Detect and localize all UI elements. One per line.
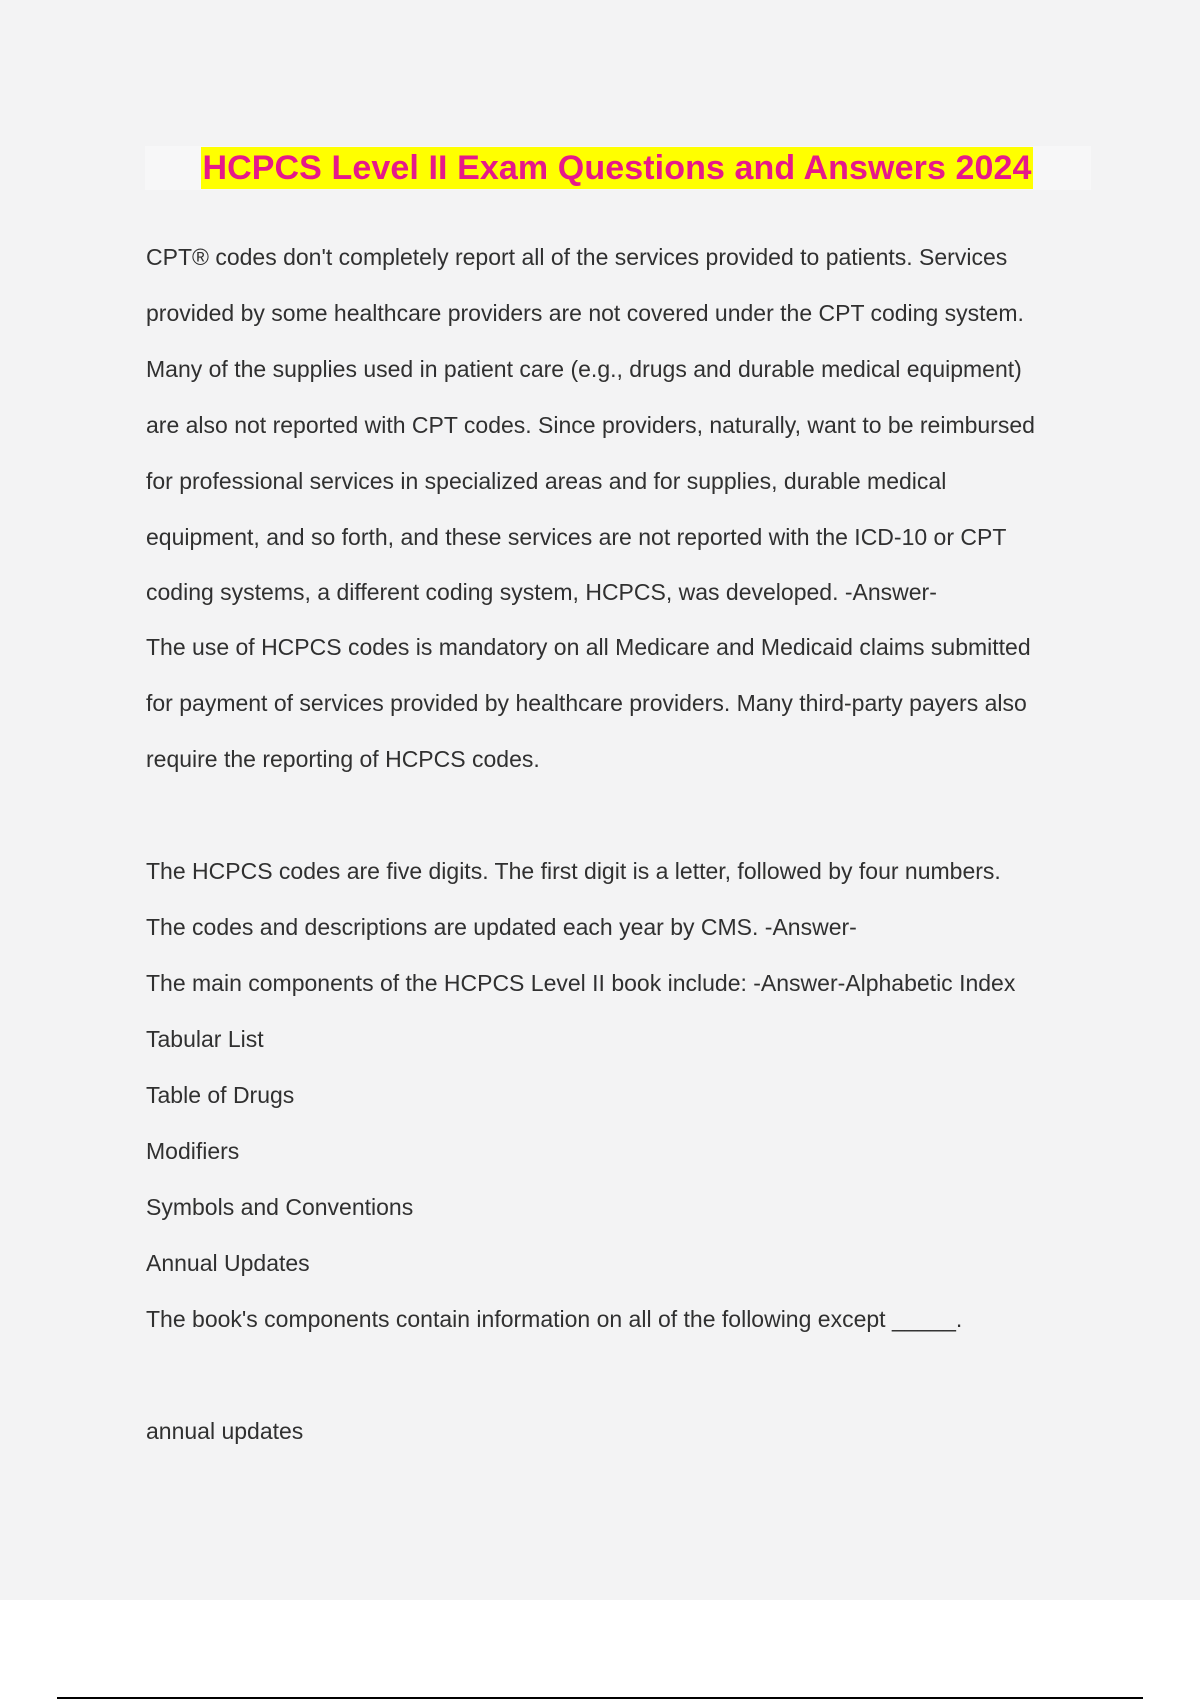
text-line: for professional services in specialized areas and for supplies, durable medical: [146, 468, 947, 494]
text-line: for payment of services provided by healthcare providers. Many third-party payers also: [146, 690, 1027, 716]
paragraph-gap: [146, 1347, 1086, 1403]
text-line: coding systems, a different coding system, HCPCS, was developed. -Answer-: [146, 579, 937, 605]
title-highlight: HCPCS Level II Exam Questions and Answers 2024: [202, 149, 1032, 187]
text-line: require the reporting of HCPCS codes.: [146, 746, 540, 772]
document-title: [0, 147, 1200, 189]
list-item: Tabular List: [146, 1026, 264, 1052]
document-body: [146, 229, 1086, 1459]
text-line: provided by some healthcare providers are not covered under the CPT coding system.: [146, 300, 1024, 326]
answer-line: annual updates: [146, 1418, 304, 1444]
footer-rule: [57, 1697, 1143, 1699]
list-item: Table of Drugs: [146, 1082, 295, 1108]
question-line: The book's components contain information on all of the following except _____.: [146, 1306, 963, 1332]
list-item: Modifiers: [146, 1138, 240, 1164]
list-item: Annual Updates: [146, 1250, 310, 1276]
list-item: Symbols and Conventions: [146, 1194, 414, 1220]
text-line: The use of HCPCS codes is mandatory on all Medicare and Medicaid claims submitted: [146, 634, 1031, 660]
text-line: equipment, and so forth, and these services are not reported with the ICD-10 or CPT: [146, 524, 1007, 550]
text-line: Many of the supplies used in patient care (e.g., drugs and durable medical equipment): [146, 356, 1022, 382]
text-line: CPT® codes don't completely report all of the services provided to patients. Services: [146, 244, 1008, 270]
paragraph-gap: [146, 787, 1086, 843]
text-line: The main components of the HCPCS Level II book include: -Answer-Alphabetic Index: [146, 970, 1016, 996]
text-line: The HCPCS codes are five digits. The first digit is a letter, followed by four numbers.: [146, 858, 1001, 884]
text-line: are also not reported with CPT codes. Since providers, naturally, want to be reimbursed: [146, 412, 1035, 438]
text-line: The codes and descriptions are updated each year by CMS. -Answer-: [146, 914, 857, 940]
